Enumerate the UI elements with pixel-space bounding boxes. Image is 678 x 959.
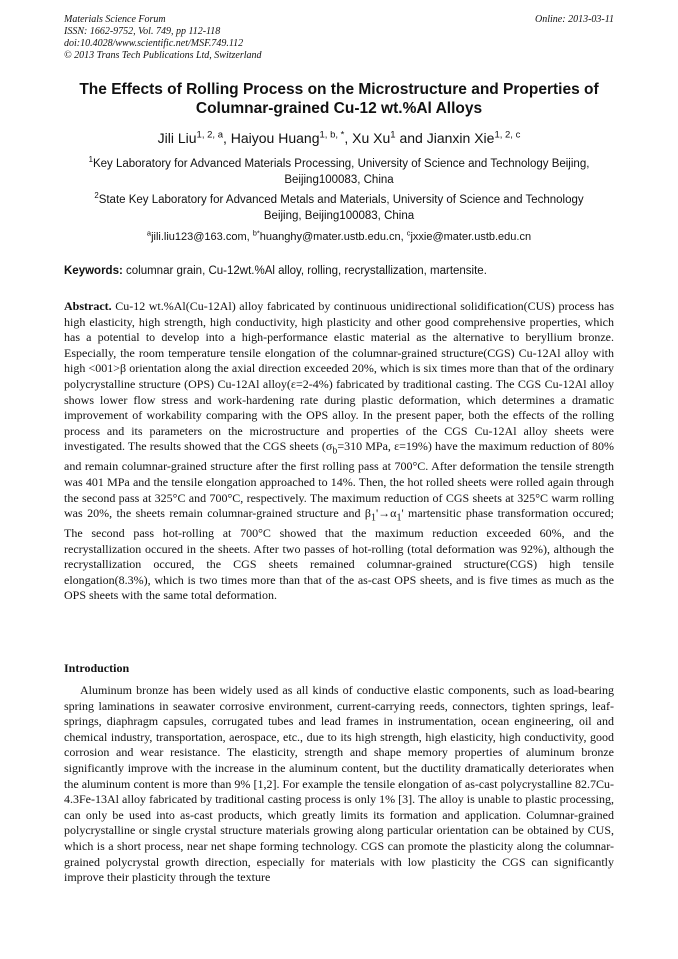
affiliation-2 xyxy=(62,192,616,224)
abstract-text-3: '→α xyxy=(376,506,397,521)
email-mark: c xyxy=(406,228,411,238)
affiliation-text: State Key Laboratory for Advanced Metals and Materials, University of Science and Technology xyxy=(98,194,584,206)
email-address: jili.liu123@163.com, xyxy=(151,231,253,243)
paper-title xyxy=(60,80,618,118)
author-conjunction: and xyxy=(395,130,427,146)
affiliation-text-cont: Beijing, Beijing100083, China xyxy=(263,210,415,222)
sigma-subscript: b xyxy=(332,445,338,457)
author-affiliation-mark: 1 xyxy=(390,129,396,141)
title-line-1: The Effects of Rolling Process on the Microstructure and Properties of xyxy=(79,81,599,98)
author-list xyxy=(40,129,638,147)
affiliation-text-cont: Beijing100083, China xyxy=(284,174,394,186)
author-separator: , xyxy=(222,130,231,146)
copyright-line: © 2013 Trans Tech Publications Ltd, Switzerland xyxy=(64,50,262,61)
abstract-section xyxy=(64,299,614,604)
abstract-text-4: ' martensitic phase transformation occured; The second pass hot-rolling at 700°C showed that the maximum reduction exceeded 60%, and the recrystallization occured in the sheets. After two passes of hot-rolling (total deformation was 92%), although the recrystallization occured, the CGS sheets remained columnar-grained structure(CGS) high tensile elongation(8.3%), which is two times more than that of the as-cast OPS sheets, and is five times as much as the OPS sheets with the same total deformation. xyxy=(64,506,614,603)
email-address: huanghy@mater.ustb.edu.cn, xyxy=(259,231,407,243)
online-date: Online: 2013-03-11 xyxy=(535,14,614,25)
abstract-label: Abstract. xyxy=(64,299,112,313)
affiliation-1 xyxy=(62,156,616,188)
keywords-section xyxy=(64,264,614,279)
doi-line: doi:10.4028/www.scientific.net/MSF.749.112 xyxy=(64,38,244,49)
keywords-label: Keywords: xyxy=(64,265,123,277)
introduction-heading: Introduction xyxy=(64,661,130,675)
abstract-text-2: =310 MPa, ε=19%) have the maximum reduction of 80% and remain columnar-grained structure after the first rolling pass at 700°C. After deformation the tensile strength was 401 MPa and the tensile elongation approached to 14%. Then, the hot rolled sheets were rolled again through the second pass at 325°C and 700°C, respectively. The maximum reduction of CGS sheets at 325°C warm rolling was 20%, the sheets remain columnar-grained structure and β xyxy=(64,439,614,521)
author-name: Xu Xu xyxy=(352,130,391,146)
alpha-subscript: 1 xyxy=(396,512,402,524)
beta-subscript: 1 xyxy=(371,512,376,524)
email-mark: b* xyxy=(252,228,260,238)
journal-header xyxy=(64,14,614,62)
journal-name: Materials Science Forum xyxy=(64,14,166,25)
author-separator: , xyxy=(344,130,353,146)
affiliation-number: 2 xyxy=(94,191,99,201)
author-name: Haiyou Huang xyxy=(230,130,320,146)
keywords-text: columnar grain, Cu-12wt.%Al alloy, rolling, recrystallization, martensite. xyxy=(126,265,487,277)
email-mark: a xyxy=(146,228,152,238)
author-name: Jili Liu xyxy=(157,130,197,146)
email-address: jxxie@mater.ustb.edu.cn xyxy=(410,231,532,243)
author-affiliation-mark: 1, 2, c xyxy=(494,129,521,141)
author-name: Jianxin Xie xyxy=(426,130,495,146)
affiliation-number: 1 xyxy=(88,155,93,165)
abstract-text-1: Cu-12 wt.%Al(Cu-12Al) alloy fabricated by continuous unidirectional solidification(CUS) process has high elasticity, high strength, high conductivity, high plasticity and other good comprehensive properties, which has a potential to develop into a high-performance elastic material as the alternative to beryllium bronze. Especially, the room temperature tensile elongation of the columnar-grained structure(CGS) Cu-12Al alloy with high <001>β orientation along the axial direction exceeded 20%, which is six times more than that of the ordinary polycrystalline structure (OPS) Cu-12Al alloy(ε=2-4%) fabricated by traditional casting. The CGS Cu-12Al alloy shows lower flow stress and work-hardening rate during plastic deformation, which determines a dramatic improvement of workability comparing with the OPS alloy. In the present paper, both the effects of the rolling process and its parameters on the microstructure and properties of the CGS Cu-12Al alloy sheets were investigated. The results showed that the CGS sheets (σ xyxy=(64,299,614,454)
introduction-text: Aluminum bronze has been widely used as all kinds of conductive elastic components, such as load-bearing spring laminations in seawater corrosive environment, current-carrying reeds, connectors, tighten springs, leaf-springs, diaphragm capsules, corrugated tubes and lead frames in instrumentation, ocean engineering, oil and chemical industry, transportation, aerospace, etc., due to its high strength, high elasticity, high conductivity, good corrosion and wear resistance. The elasticity, strength and shape memory properties of aluminum bronze significantly improve with the increase in the aluminum content, but the ductility dramatically deteriorates when the aluminum content is more than 9% [1,2]. For example the tensile elongation of as-cast polycrystalline 82.7Cu-4.3Fe-13Al alloy fabricated by traditional casting process is only 1% [3]. The alloy is unable to plastic processing, can only be used into as-cast products, which greatly limits its formation and application. Columnar-grained polycrystalline or single crystal structure materials growing along particular orientation can be obtained by CUS, which is a short process, near net shape forming technology. CGS can promote the plasticity along the columnar-grained polycrystal growth direction, especially for materials with low plasticity the CGS can significantly improve their plasticity through the texture xyxy=(64,683,614,885)
email-list xyxy=(62,229,616,245)
author-affiliation-mark: 1, 2, a xyxy=(196,129,223,141)
title-line-2: Columnar-grained Cu-12 wt.%Al Alloys xyxy=(195,100,483,117)
issn-line: ISSN: 1662-9752, Vol. 749, pp 112-118 xyxy=(64,26,221,37)
author-affiliation-mark: 1, b, * xyxy=(319,129,345,141)
affiliation-text: Key Laboratory for Advanced Materials Processing, University of Science and Technology Beijing, xyxy=(92,158,590,170)
